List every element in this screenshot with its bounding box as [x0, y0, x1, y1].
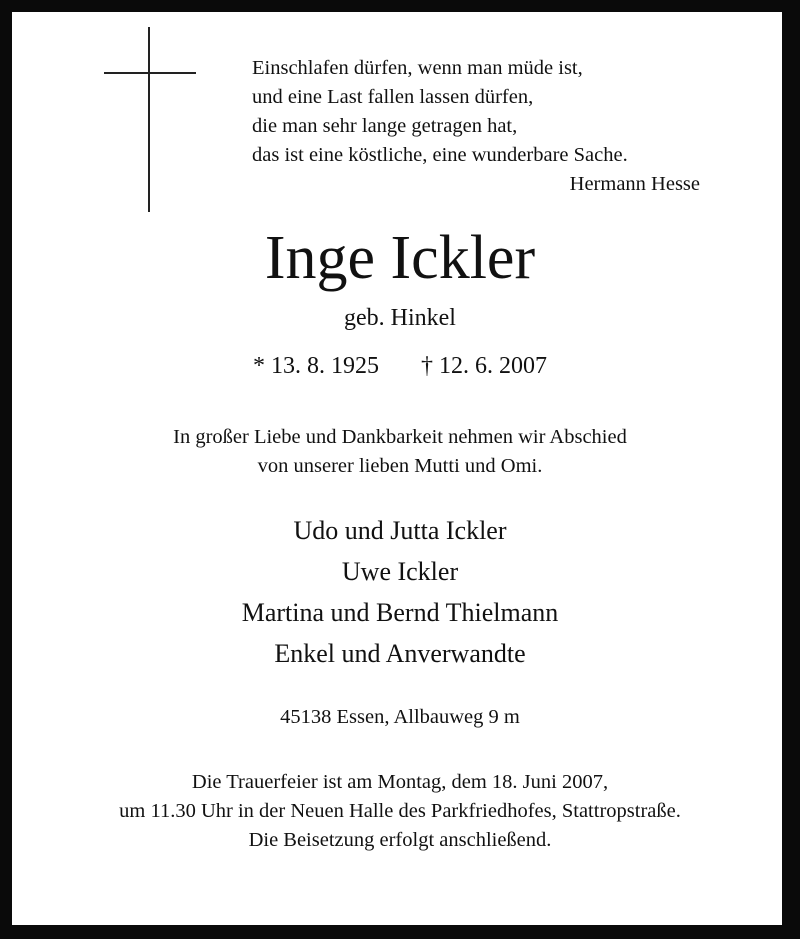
- mourner-entry: Uwe Ickler: [341, 557, 459, 586]
- death-date: † 12. 6. 2007: [421, 353, 547, 379]
- deceased-name: Inge Ickler: [264, 224, 536, 292]
- message-line: von unserer lieben Mutti und Omi.: [257, 455, 543, 477]
- poem-line: die man sehr lange getragen hat,: [252, 115, 518, 137]
- poem-quote: [252, 54, 712, 199]
- poem-line: das ist eine köstliche, eine wunderbare Sache.: [252, 144, 628, 166]
- ceremony-line: um 11.30 Uhr in der Neuen Halle des Parkfriedhofes, Stattropstraße.: [119, 800, 681, 822]
- poem-line: und eine Last fallen lassen dürfen,: [252, 86, 534, 108]
- message-line: In großer Liebe und Dankbarkeit nehmen wir Abschied: [173, 426, 627, 448]
- cross-horizontal-bar: [104, 72, 196, 74]
- mourner-entry: Martina und Bernd Thielmann: [241, 598, 559, 627]
- mourners-list: [0, 510, 800, 674]
- family-address: 45138 Essen, Allbauweg 9 m: [280, 706, 520, 728]
- mourner-entry: Udo und Jutta Ickler: [293, 516, 507, 545]
- maiden-name: geb. Hinkel: [344, 305, 456, 331]
- mourner-entry: Enkel und Anverwandte: [274, 639, 526, 668]
- farewell-message: [0, 423, 800, 481]
- life-dates: [0, 350, 800, 382]
- funeral-ceremony-info: [0, 768, 800, 855]
- poem-author: Hermann Hesse: [569, 173, 700, 195]
- ceremony-line: Die Trauerfeier ist am Montag, dem 18. Juni 2007,: [191, 771, 609, 793]
- birth-date: * 13. 8. 1925: [253, 353, 379, 379]
- ceremony-line: Die Beisetzung erfolgt anschließend.: [248, 829, 552, 851]
- cross-vertical-bar: [148, 27, 150, 212]
- poem-line: Einschlafen dürfen, wenn man müde ist,: [252, 57, 583, 79]
